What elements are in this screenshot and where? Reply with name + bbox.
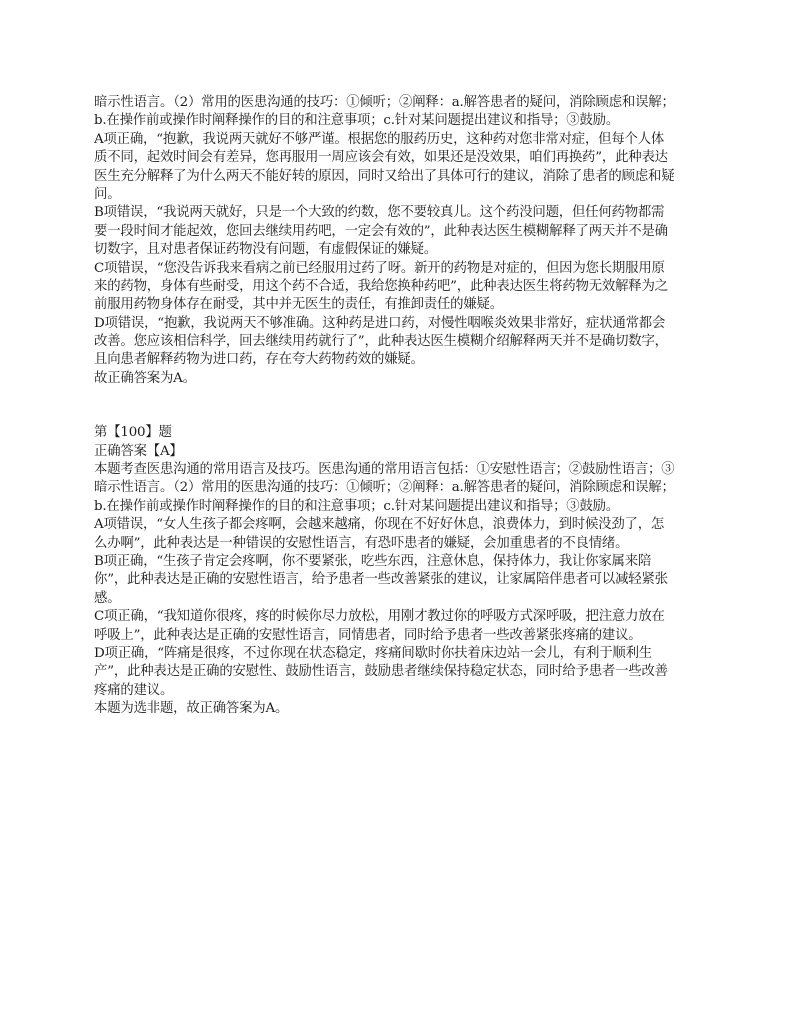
text-line: D项正确，“阵痛是很疼，不过你现在状态稳定，疼痛间歇时你扶着床边站一会儿，有利于顺利生 — [94, 645, 652, 661]
text-line: 改善。您应该相信科学，回去继续用药就行了”，此种表达医生模糊介绍解释两天并不是确切数字， — [94, 334, 668, 350]
text-line: 疼痛的建议。 — [94, 682, 174, 698]
text-line: 暗示性语言。（2）常用的医患沟通的技巧：①倾听；②阐释：a.解答患者的疑问，消除顾虑和误解； — [94, 480, 675, 496]
text-line: 医生充分解释了为什么两天不能好转的原因，同时又给出了具体可行的建议，消除了患者的顾虑和疑 — [94, 168, 675, 184]
question-title: 第【100】题 — [94, 425, 172, 441]
text-line: 你”，此种表达是正确的安慰性语言，给予患者一些改善紧张的建议，让家属陪伴患者可以减轻紧张 — [94, 572, 668, 588]
text-line: 前服用药物身体存在耐受，其中并无医生的责任，有推卸责任的嫌疑。 — [94, 297, 503, 313]
text-line: 呼吸上”，此种表达是正确的安慰性语言，同情患者，同时给予患者一些改善紧张疼痛的建议。 — [94, 627, 642, 643]
text-line: A项错误，“女人生孩子都会疼啊，会越来越痛，你现在不好好休息，浪费体力，到时候没劲了，怎 — [94, 517, 665, 533]
text-line: 么办啊”，此种表达是一种错误的安慰性语言，有恐吓患者的嫌疑，会加重患者的不良情绪。 — [94, 535, 629, 551]
text-line: 产”，此种表达是正确的安慰性、鼓励性语言，鼓励患者继续保持稳定状态，同时给予患者一些改善 — [94, 664, 668, 680]
text-line: A项正确，“抱歉，我说两天就好不够严谨。根据您的服药历史，这种药对您非常对症，但每个人体 — [94, 131, 665, 147]
text-line: 来的药物，身体有些耐受，用这个药不合适，我给您换种药吧”，此种表达医生将药物无效解释为之 — [94, 278, 668, 294]
text-line: 且向患者解释药物为进口药，存在夸大药物药效的嫌疑。 — [94, 352, 424, 368]
text-line: D项错误，“抱歉，我说两天不够准确。这种药是进口药，对慢性咽喉炎效果非常好，症状通常都会 — [94, 315, 666, 331]
text-line: b.在操作前或操作时阐释操作的目的和注意事项；c.针对某问题提出建议和指导；③鼓励。 — [94, 498, 620, 514]
text-line: 感。 — [94, 590, 121, 606]
text-line: 质不同，起效时间会有差异，您再服用一周应该会有效，如果还是没效果，咱们再换药”，此种表达 — [94, 150, 668, 166]
text-line: B项正确，“生孩子肯定会疼啊，你不要紧张，吃些东西，注意休息，保持体力，我让你家属来陪 — [94, 553, 652, 569]
text-line: 切数字，且对患者保证药物没有问题，有虚假保证的嫌疑。 — [94, 242, 437, 258]
text-line: B项错误，“我说两天就好，只是一个大致的约数，您不要较真儿。这个药没问题，但任何药物都需 — [94, 205, 665, 221]
question-section-100 — [94, 424, 714, 718]
text-line: 暗示性语言。（2）常用的医患沟通的技巧：①倾听；②阐释：a.解答患者的疑问，消除顾虑和误解； — [94, 95, 675, 110]
explanation-section-99 — [94, 94, 714, 388]
section-spacer — [94, 388, 714, 424]
text-line: 问。 — [94, 186, 121, 202]
correct-answer-label: 正确答案【A】 — [94, 443, 183, 459]
text-line: 本题考查医患沟通的常用语言及技巧。医患沟通的常用语言包括：①安慰性语言；②鼓励性语言；③ — [94, 462, 675, 478]
text-line: b.在操作前或操作时阐释操作的目的和注意事项；c.针对某问题提出建议和指导；③鼓励。 — [94, 113, 620, 129]
answer-conclusion: 故正确答案为A。 — [94, 370, 196, 386]
document-page — [94, 94, 714, 719]
text-line: 要一段时间才能起效，您回去继续用药吧，一定会有效的”，此种表达医生模糊解释了两天并不是确 — [94, 223, 668, 239]
answer-conclusion: 本题为选非题，故正确答案为A。 — [94, 701, 289, 717]
text-line: C项正确，“我知道你很疼，疼的时候你尽力放松，用刚才教过你的呼吸方式深呼吸，把注意力放在 — [94, 609, 665, 625]
text-line: C项错误，“您没告诉我来看病之前已经服用过药了呀。新开的药物是对症的，但因为您长期服用原 — [94, 260, 665, 276]
